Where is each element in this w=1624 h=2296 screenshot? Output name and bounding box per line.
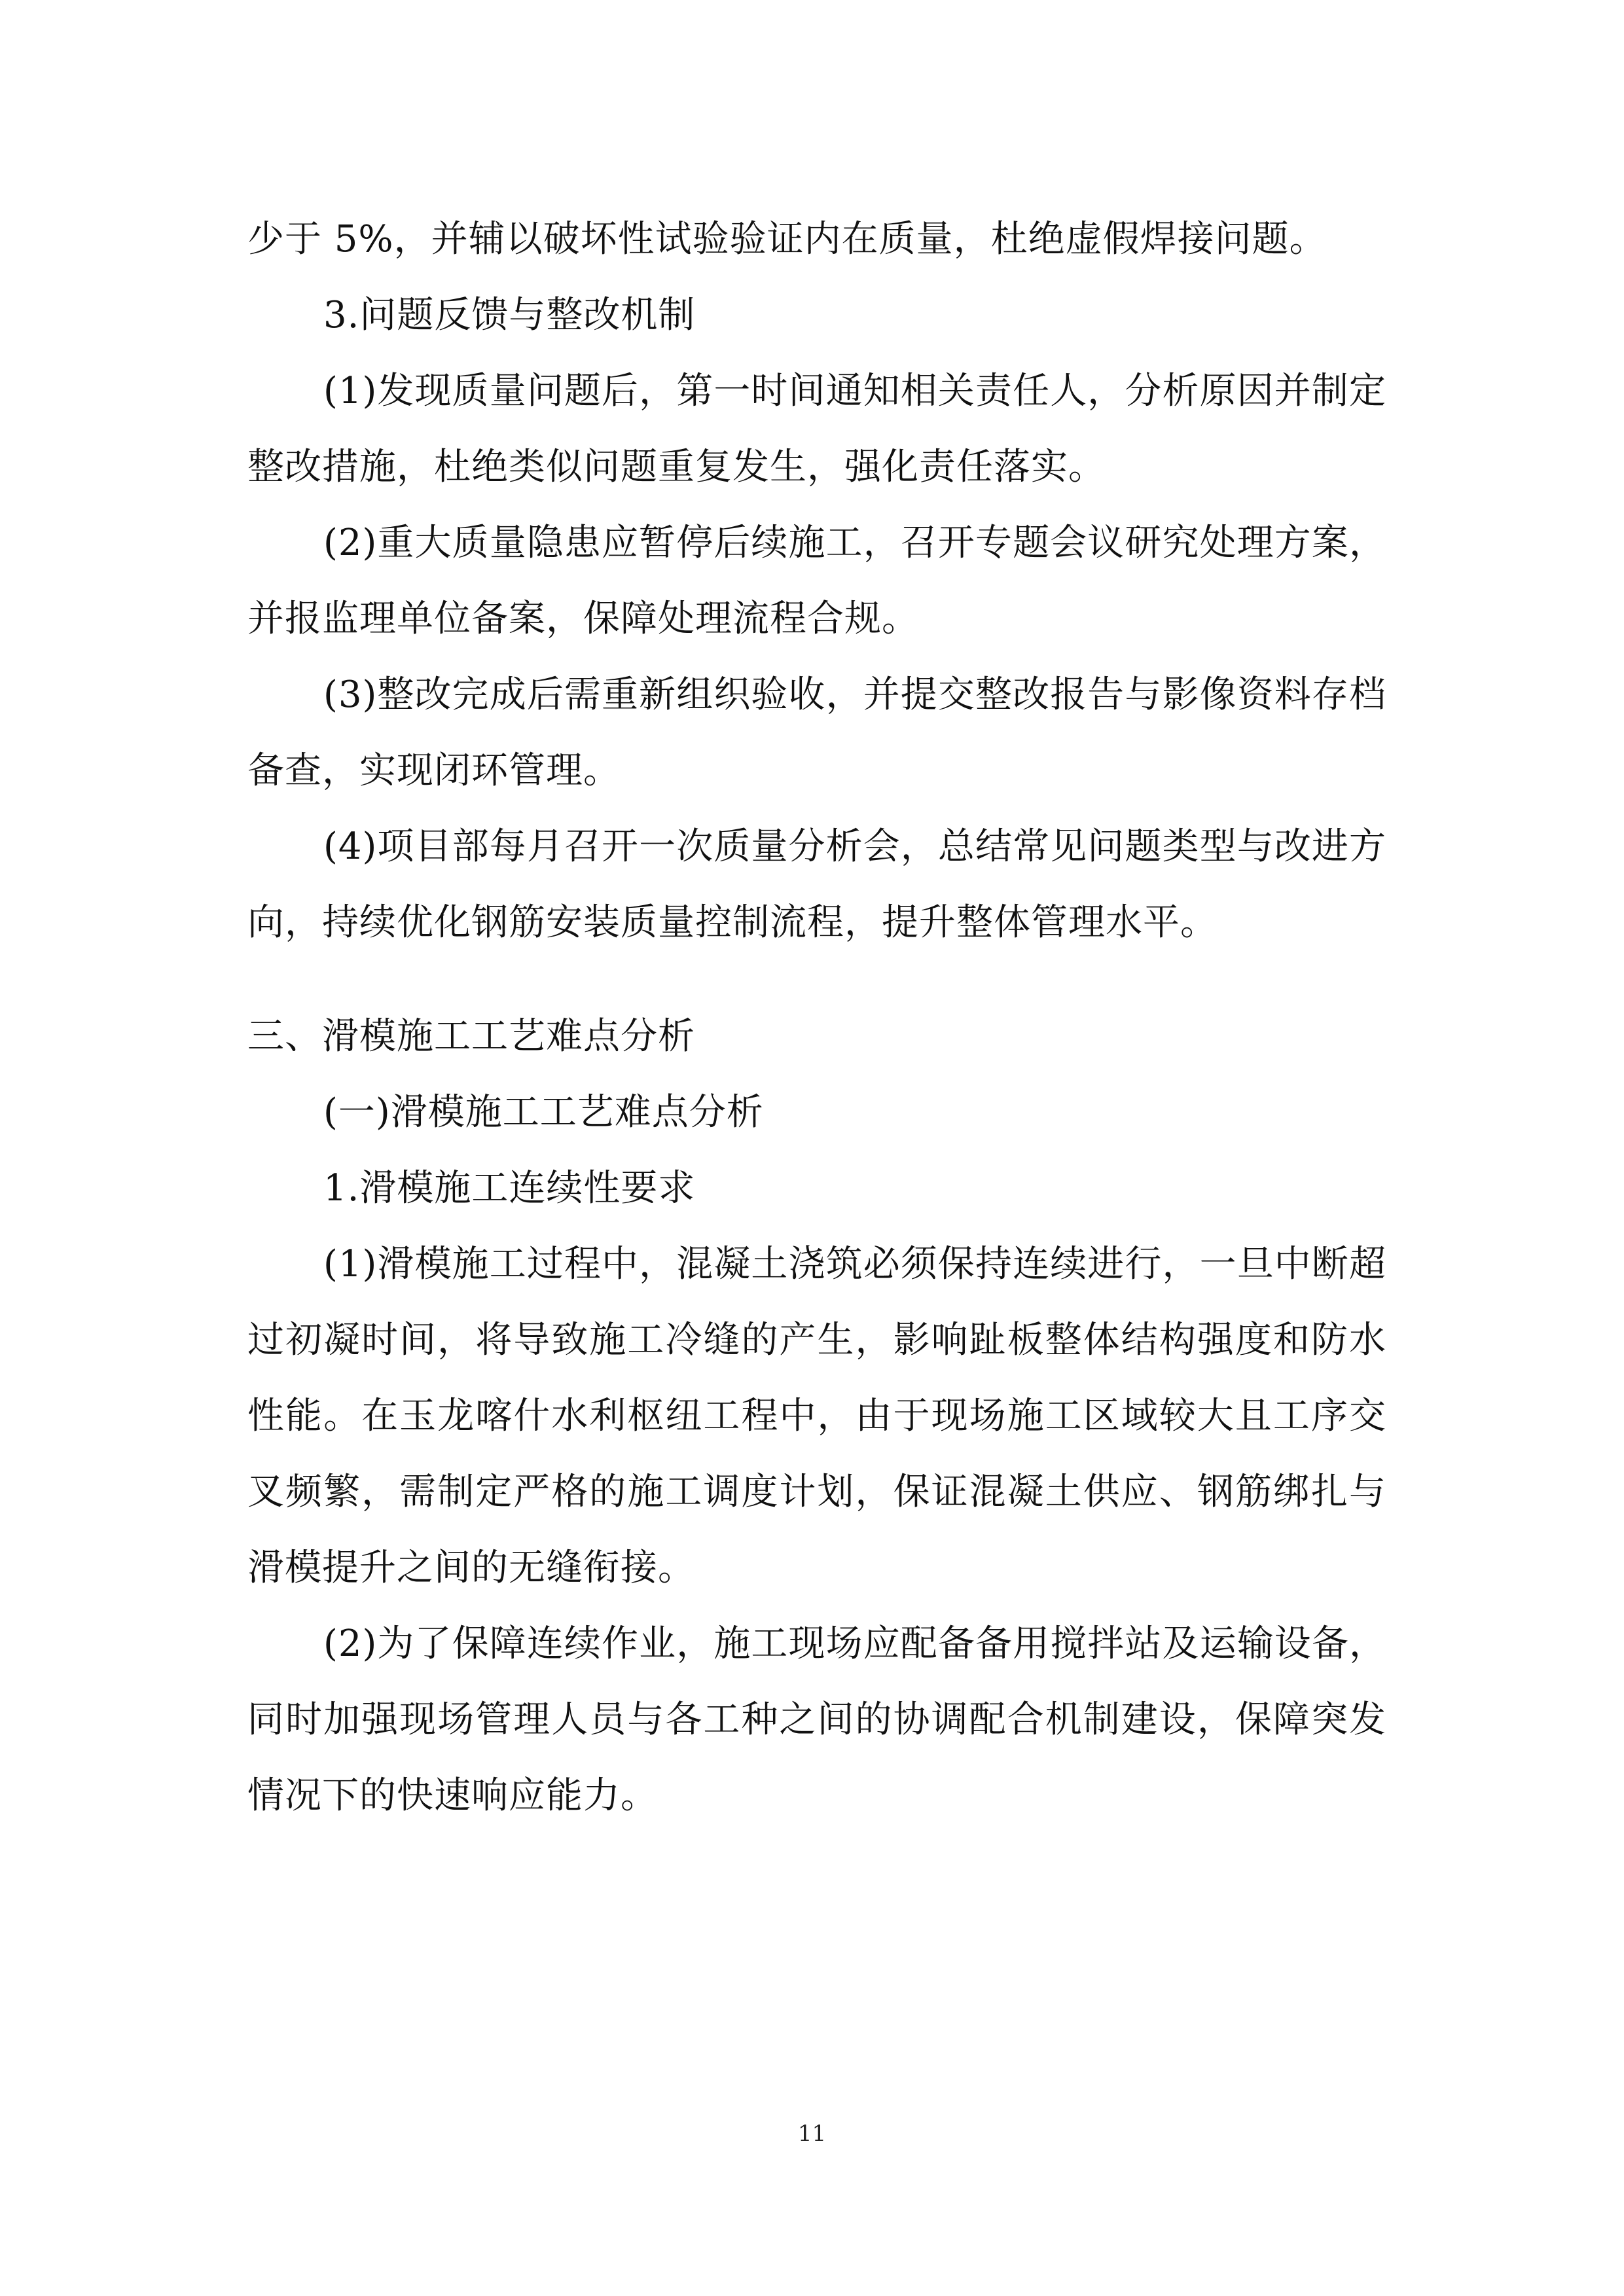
paragraph-continuity-1: (1)滑模施工过程中，混凝土浇筑必须保持连续进行，一旦中断超过初凝时间，将导致施工冷缝的产生，影响趾板整体结构强度和防水性能。在玉龙喀什水利枢纽工程中，由于现场施工区域较大且工序交叉频繁，需制定严格的施工调度计划，保证混凝土供应、钢筋绑扎与滑模提升之间的无缝衔接。: [247, 1243, 1386, 1589]
paragraph-item-2: (2)重大质量隐患应暂停后续施工，召开专题会议研究处理方案，并报监理单位备案，保障处理流程合规。: [247, 522, 1386, 640]
page-body: [247, 202, 1386, 1834]
paragraph-item-3: (3)整改完成后需重新组织验收，并提交整改报告与影像资料存档备查，实现闭环管理。: [247, 673, 1386, 792]
section-heading: 三、滑模施工工艺难点分析: [247, 1015, 695, 1058]
paragraph-continuation: 少于 5%，并辅以破坏性试验验证内在质量，杜绝虚假焊接问题。: [247, 218, 1327, 260]
page-number: 11: [797, 2121, 827, 2147]
subsection-heading: (一)滑模施工工艺难点分析: [323, 1091, 764, 1134]
paragraph-item-4: (4)项目部每月召开一次质量分析会，总结常见问题类型与改进方向，持续优化钢筋安装质量控制流程，提升整体管理水平。: [247, 825, 1386, 944]
subheading-continuity: 1.滑模施工连续性要求: [323, 1167, 696, 1210]
paragraph-continuity-2: (2)为了保障连续作业，施工现场应配备备用搅拌站及运输设备，同时加强现场管理人员与各工种之间的协调配合机制建设，保障突发情况下的快速响应能力。: [247, 1623, 1386, 1817]
subheading-feedback-mechanism: 3.问题反馈与整改机制: [323, 294, 696, 336]
paragraph-item-1: (1)发现质量问题后，第一时间通知相关责任人，分析原因并制定整改措施，杜绝类似问题重复发生，强化责任落实。: [247, 370, 1386, 488]
